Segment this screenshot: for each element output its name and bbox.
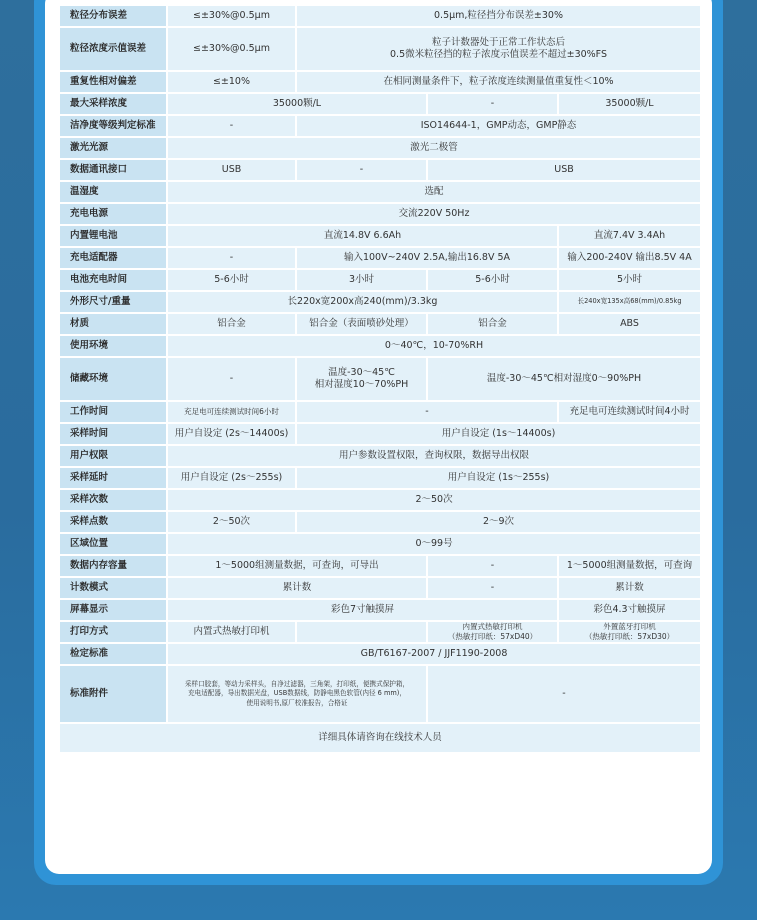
spec-row (60, 28, 700, 70)
spec-label: 粒径分布误差 (60, 6, 168, 26)
spec-row (60, 116, 700, 136)
spec-label: 标准附件 (60, 666, 168, 722)
spec-label: 外形尺寸/重量 (60, 292, 168, 312)
spec-label: 粒径浓度示值误差 (60, 28, 168, 70)
spec-row (60, 490, 700, 510)
spec-value: ≤±10% (168, 72, 297, 92)
spec-label: 采样延时 (60, 468, 168, 488)
spec-label: 工作时间 (60, 402, 168, 422)
spec-row (60, 424, 700, 444)
spec-row (60, 358, 700, 400)
spec-value: 在相同测量条件下，粒子浓度连续测量值重复性＜10% (297, 72, 700, 92)
spec-value: 5小时 (559, 270, 700, 290)
spec-value: 温度-30～45℃ 相对湿度10～70%PH (297, 358, 428, 400)
spec-value: 0.5μm,粒径挡分布误差±30% (297, 6, 700, 26)
spec-label: 数据内存容量 (60, 556, 168, 576)
spec-row (60, 534, 700, 554)
spec-row (60, 468, 700, 488)
spec-value: 输入200-240V 输出8.5V 4A (559, 248, 700, 268)
spec-value: - (428, 578, 559, 598)
spec-row (60, 556, 700, 576)
spec-value: 长220x宽200x高240(mm)/3.3kg (168, 292, 559, 312)
spec-row (60, 578, 700, 598)
spec-value: - (168, 248, 297, 268)
spec-label: 洁净度等级判定标准 (60, 116, 168, 136)
spec-value: 35000颗/L (168, 94, 428, 114)
spec-value: 铝合金 (168, 314, 297, 334)
spec-row (60, 270, 700, 290)
spec-value: - (168, 358, 297, 400)
spec-label: 检定标准 (60, 644, 168, 664)
spec-value: - (297, 402, 559, 422)
spec-row (60, 314, 700, 334)
spec-row (60, 6, 700, 26)
spec-value: 输入100V~240V 2.5A,输出16.8V 5A (297, 248, 559, 268)
spec-row (60, 446, 700, 466)
spec-label: 内置锂电池 (60, 226, 168, 246)
spec-value: - (428, 556, 559, 576)
spec-label: 数据通讯接口 (60, 160, 168, 180)
spec-value: 充足电可连续测试时间6小时 (168, 402, 297, 422)
spec-label: 材质 (60, 314, 168, 334)
spec-value: - (428, 94, 559, 114)
spec-value: ≤±30%@0.5μm (168, 28, 297, 70)
spec-value: 充足电可连续测试时间4小时 (559, 402, 700, 422)
spec-value: 5-6小时 (428, 270, 559, 290)
spec-label: 采样次数 (60, 490, 168, 510)
spec-value: 内置式热敏打印机 (168, 622, 297, 642)
spec-label: 激光光源 (60, 138, 168, 158)
spec-value: 用户自设定 (2s～255s) (168, 468, 297, 488)
spec-value: ISO14644-1，GMP动态，GMP静态 (297, 116, 700, 136)
spec-value: - (297, 160, 428, 180)
spec-value: 累计数 (168, 578, 428, 598)
spec-row (60, 336, 700, 356)
spec-value: 粒子计数器处于正常工作状态后 0.5微米粒径挡的粒子浓度示值误差不超过±30%FS (297, 28, 700, 70)
spec-label: 采样点数 (60, 512, 168, 532)
spec-value: ABS (559, 314, 700, 334)
spec-row (60, 226, 700, 246)
spec-value: 用户自设定 (2s～14400s) (168, 424, 297, 444)
spec-value: 用户参数设置权限，查询权限，数据导出权限 (168, 446, 700, 466)
spec-value: - (428, 666, 700, 722)
spec-row (60, 138, 700, 158)
spec-label: 充电电源 (60, 204, 168, 224)
spec-value: GB/T6167-2007 / JJF1190-2008 (168, 644, 700, 664)
spec-table (60, 4, 700, 754)
spec-value: 交流220V 50Hz (168, 204, 700, 224)
spec-value: ≤±30%@0.5μm (168, 6, 297, 26)
spec-row (60, 402, 700, 422)
spec-value: 用户自设定 (1s～14400s) (297, 424, 700, 444)
spec-value: 0～40℃，10-70%RH (168, 336, 700, 356)
spec-value: USB (168, 160, 297, 180)
spec-label: 储藏环境 (60, 358, 168, 400)
spec-value (297, 622, 428, 642)
spec-value: 1～5000组测量数据，可查询，可导出 (168, 556, 428, 576)
spec-value: 长240x宽135x高68(mm)/0.85kg (559, 292, 700, 312)
spec-label: 采样时间 (60, 424, 168, 444)
spec-value: - (168, 116, 297, 136)
spec-row (60, 292, 700, 312)
spec-row (60, 160, 700, 180)
spec-label: 电池充电时间 (60, 270, 168, 290)
spec-row (60, 72, 700, 92)
spec-label: 区域位置 (60, 534, 168, 554)
spec-value: 2～50次 (168, 512, 297, 532)
spec-value: 外置蓝牙打印机 （热敏打印纸：57xD30） (559, 622, 700, 642)
spec-row (60, 600, 700, 620)
spec-value: 2～9次 (297, 512, 700, 532)
spec-value: 累计数 (559, 578, 700, 598)
spec-value: 彩色4.3寸触摸屏 (559, 600, 700, 620)
spec-label: 用户权限 (60, 446, 168, 466)
spec-row (60, 512, 700, 532)
spec-label: 最大采样浓度 (60, 94, 168, 114)
spec-label: 充电适配器 (60, 248, 168, 268)
spec-value: 直流7.4V 3.4Ah (559, 226, 700, 246)
spec-label: 计数模式 (60, 578, 168, 598)
footer-note: 详细具体请咨询在线技术人员 (60, 724, 700, 752)
spec-value: USB (428, 160, 700, 180)
spec-value: 采样口胶套，等动力采样头，自净过滤器，三角架，打印纸，便携式保护箱， 充电适配器，导出数据光盘，USB数据线，防静电黑色软管(内径 6 mm)， 使用说明书,原厂校准报告，合格证 (168, 666, 428, 722)
footer-row (60, 724, 700, 752)
spec-row (60, 644, 700, 664)
spec-label: 温湿度 (60, 182, 168, 202)
spec-row (60, 94, 700, 114)
spec-value: 0～99号 (168, 534, 700, 554)
spec-value: 2～50次 (168, 490, 700, 510)
spec-value: 温度-30～45℃相对湿度0～90%PH (428, 358, 700, 400)
spec-value: 彩色7寸触摸屏 (168, 600, 559, 620)
spec-value: 内置式热敏打印机 （热敏打印纸：57xD40） (428, 622, 559, 642)
spec-value: 铝合金（表面喷砂处理） (297, 314, 428, 334)
spec-row (60, 666, 700, 722)
spec-value: 35000颗/L (559, 94, 700, 114)
spec-value: 激光二极管 (168, 138, 700, 158)
spec-table-body (60, 6, 700, 752)
spec-label: 使用环境 (60, 336, 168, 356)
spec-value: 3小时 (297, 270, 428, 290)
spec-row (60, 182, 700, 202)
spec-value: 铝合金 (428, 314, 559, 334)
spec-label: 打印方式 (60, 622, 168, 642)
spec-row (60, 622, 700, 642)
spec-value: 1～5000组测量数据，可查询 (559, 556, 700, 576)
spec-row (60, 248, 700, 268)
spec-value: 直流14.8V 6.6Ah (168, 226, 559, 246)
spec-value: 选配 (168, 182, 700, 202)
spec-row (60, 204, 700, 224)
spec-value: 用户自设定 (1s～255s) (297, 468, 700, 488)
spec-label: 重复性相对偏差 (60, 72, 168, 92)
spec-label: 屏幕显示 (60, 600, 168, 620)
spec-value: 5-6小时 (168, 270, 297, 290)
